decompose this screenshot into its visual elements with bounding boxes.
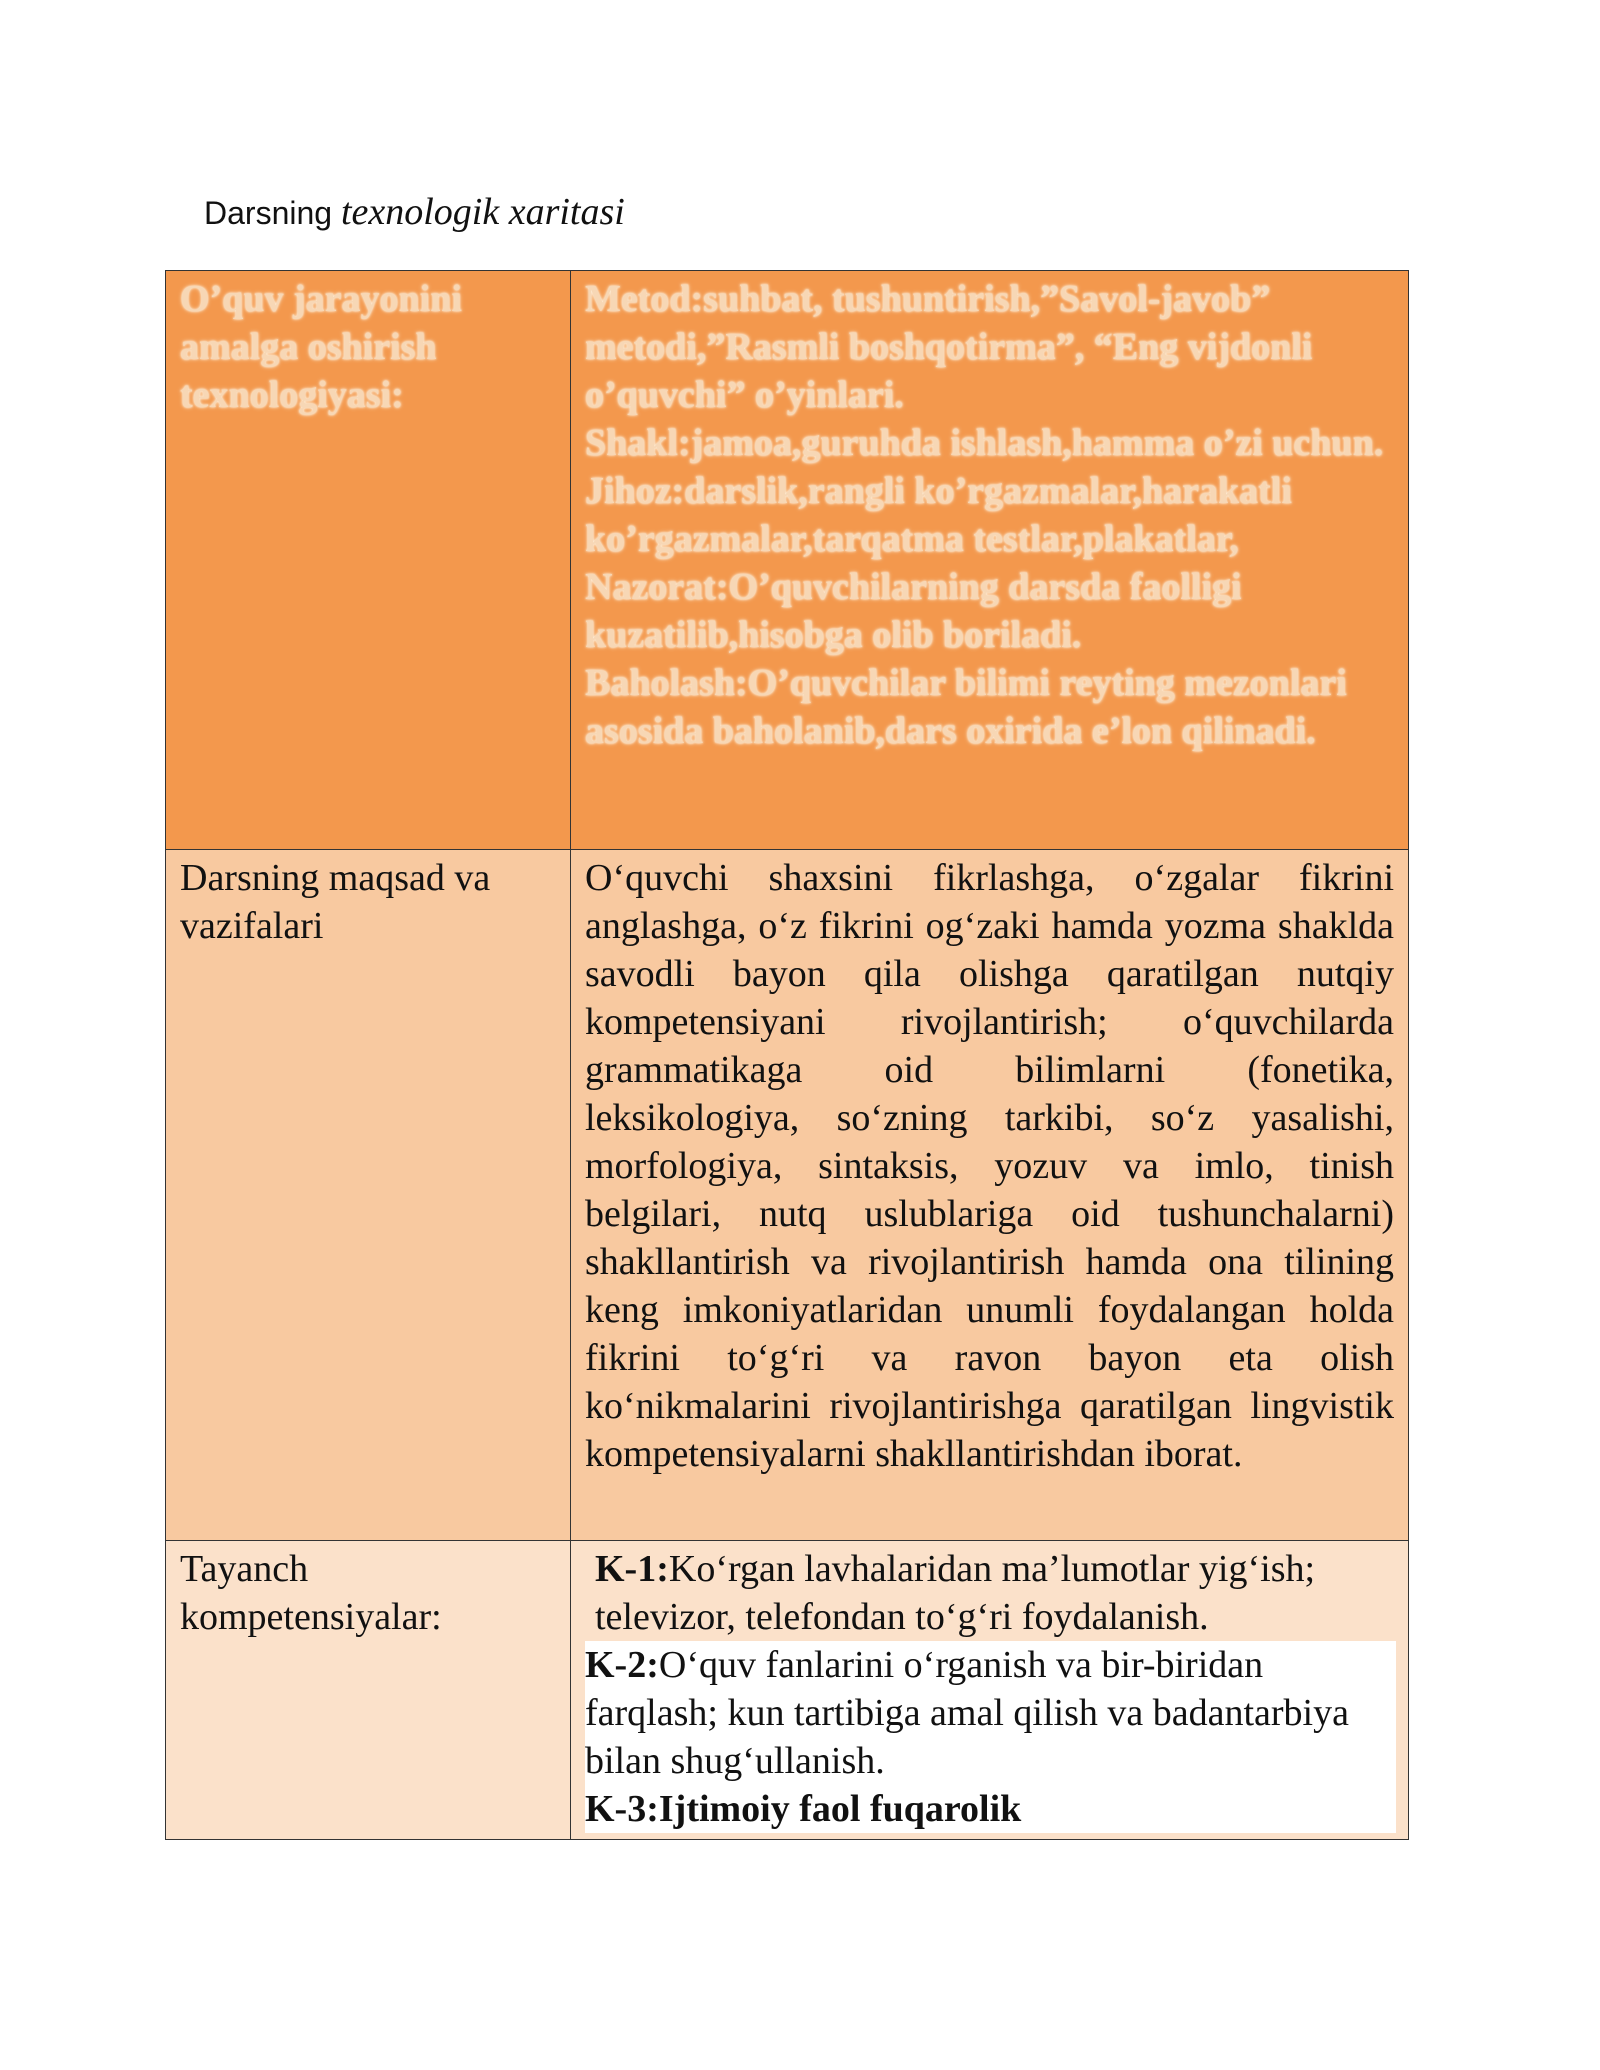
form-line: Shakl:jamoa,guruhda ishlash,hamma o’zi uchun. xyxy=(585,422,1384,464)
competency-key: K-2: xyxy=(585,1644,659,1686)
row-label: O’quv jarayonini amalga oshirish texnologiyasi: xyxy=(166,271,571,850)
page-title-italic: texnologik xaritasi xyxy=(340,191,625,233)
row-label: Tayanch kompetensiyalar: xyxy=(166,1541,571,1840)
table-row-technology xyxy=(166,271,1409,850)
competency-key: K-1: xyxy=(595,1548,669,1590)
method-line: Metod:suhbat, tushuntirish,”Savol-javob” metodi,”Rasmli boshqotirma”, “Eng vijdonli o’quvchi” o’yinlari. xyxy=(585,278,1313,416)
competency-key: K-3: xyxy=(585,1788,659,1830)
competency-text: O‘quv fanlarini o‘rganish va bir-biridan farqlash; kun tartibiga amal qilish va badantarbiya bilan shug‘ullanish. xyxy=(585,1644,1349,1782)
table-row-goals xyxy=(166,850,1409,1541)
page-title-prefix: Darsning xyxy=(204,195,333,231)
competency-item xyxy=(585,1545,1394,1641)
page-title xyxy=(204,190,625,234)
row-content xyxy=(571,850,1409,1541)
lesson-map-table xyxy=(165,270,1409,1840)
table-row-competencies xyxy=(166,1541,1409,1840)
equipment-line: Jihoz:darslik,rangli ko’rgazmalar,harakatli ko’rgazmalar,tarqatma testlar,plakatlar, xyxy=(585,470,1292,560)
assessment-line: Baholash:O’quvchilar bilimi reyting mezonlari asosida baholanib,dars oxirida e’lon qilinadi. xyxy=(585,662,1347,752)
competency-highlight-block xyxy=(585,1641,1396,1833)
goals-text: O‘quvchi shaxsini fikrlashga, o‘zgalar fikrini anglashga, o‘z fikrini og‘zaki hamda yozma shaklda savodli bayon qila olishga qaratilgan nutqiy kompetensiyani rivojlantirish; o‘quvchilarda grammatikaga oid bilimlarni (fonetika, leksikologiya, so‘zning tarkibi, so‘z yasalishi, morfologiya, sintaksis, yozuv va imlo, tinish belgilari, nutq uslublariga oid tushunchalarni) shakllantirish va rivojlantirish hamda ona tilining keng imkoniyatlaridan unumli foydalangan holda fikrini to‘g‘ri va ravon bayon eta olish ko‘nikmalarini rivojlantirishga qaratilgan lingvistik kompetensiyalarni shakllantirishdan iborat. xyxy=(585,857,1394,1475)
control-line: Nazorat:O’quvchilarning darsda faolligi kuzatilib,hisobga olib boriladi. xyxy=(585,566,1242,656)
row-content xyxy=(571,271,1409,850)
competency-text: Ko‘rgan lavhalaridan ma’lumotlar yig‘ish; televizor, telefondan to‘g‘ri foydalanish. xyxy=(595,1548,1316,1638)
competency-item xyxy=(585,1785,1396,1833)
row-content xyxy=(571,1541,1409,1840)
row-label: Darsning maqsad va vazifalari xyxy=(166,850,571,1541)
competency-text: Ijtimoiy faol fuqarolik xyxy=(658,1788,1022,1830)
competency-item xyxy=(585,1641,1396,1785)
